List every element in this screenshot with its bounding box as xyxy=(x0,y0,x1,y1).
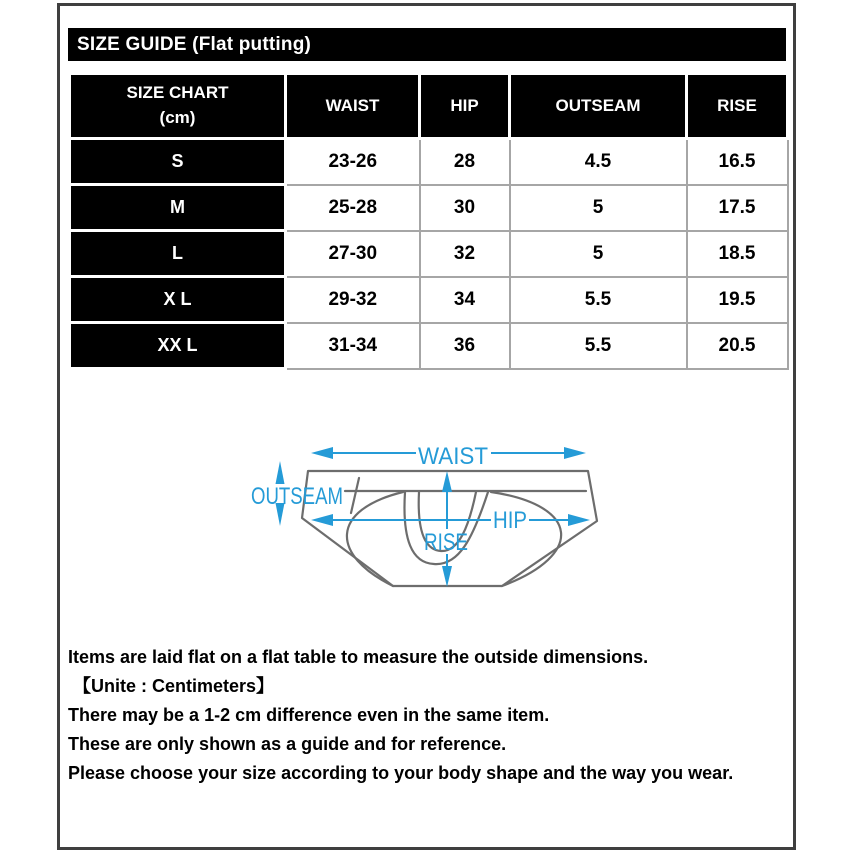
note-line: Items are laid flat on a flat table to measure the outside dimensions. xyxy=(68,647,649,667)
note-line: Please choose your size according to your body shape and the way you wear. xyxy=(68,763,734,783)
outseam-value: 5 xyxy=(510,231,687,277)
header-hip: HIP xyxy=(420,74,510,139)
note-line: 【Unite : Centimeters】 xyxy=(68,676,275,696)
rise-value: 20.5 xyxy=(687,323,788,369)
header-outseam: OUTSEAM xyxy=(510,74,687,139)
hip-arrow-icon xyxy=(311,514,590,526)
hip-label: HIP xyxy=(493,507,527,534)
table-row xyxy=(70,277,788,323)
page-title: SIZE GUIDE (Flat putting) xyxy=(68,28,786,61)
size-label: S xyxy=(70,139,286,185)
rise-value: 18.5 xyxy=(687,231,788,277)
hip-value: 28 xyxy=(420,139,510,185)
size-label: M xyxy=(70,185,286,231)
table-row xyxy=(70,231,788,277)
header-waist: WAIST xyxy=(286,74,420,139)
outseam-value: 4.5 xyxy=(510,139,687,185)
hip-value: 36 xyxy=(420,323,510,369)
rise-label: RISE xyxy=(424,529,468,556)
size-label: L xyxy=(70,231,286,277)
rise-value: 19.5 xyxy=(687,277,788,323)
size-guide-frame xyxy=(57,3,796,850)
waist-value: 23-26 xyxy=(286,139,420,185)
table-row xyxy=(70,323,788,369)
hip-value: 30 xyxy=(420,185,510,231)
table-row xyxy=(70,139,788,185)
hip-value: 34 xyxy=(420,277,510,323)
waist-value: 31-34 xyxy=(286,323,420,369)
outseam-label: OUTSEAM xyxy=(251,483,343,510)
waist-value: 27-30 xyxy=(286,231,420,277)
outseam-value: 5 xyxy=(510,185,687,231)
header-size-chart-line2: (cm) xyxy=(159,108,196,127)
size-label: XX L xyxy=(70,323,286,369)
hip-value: 32 xyxy=(420,231,510,277)
header-size-chart xyxy=(70,74,286,139)
waist-value: 29-32 xyxy=(286,277,420,323)
measurement-diagram xyxy=(240,430,640,630)
size-chart-table xyxy=(68,72,789,370)
waist-label: WAIST xyxy=(418,443,489,470)
note-line: There may be a 1-2 cm difference even in the same item. xyxy=(68,705,550,725)
outseam-value: 5.5 xyxy=(510,277,687,323)
rise-value: 16.5 xyxy=(687,139,788,185)
header-rise: RISE xyxy=(687,74,788,139)
measurement-notes xyxy=(68,643,782,788)
waist-value: 25-28 xyxy=(286,185,420,231)
note-line: These are only shown as a guide and for reference. xyxy=(68,734,507,754)
rise-value: 17.5 xyxy=(687,185,788,231)
header-size-chart-line1: SIZE CHART xyxy=(126,83,229,103)
outseam-value: 5.5 xyxy=(510,323,687,369)
table-header-row xyxy=(70,74,788,139)
table-row xyxy=(70,185,788,231)
size-label: X L xyxy=(70,277,286,323)
